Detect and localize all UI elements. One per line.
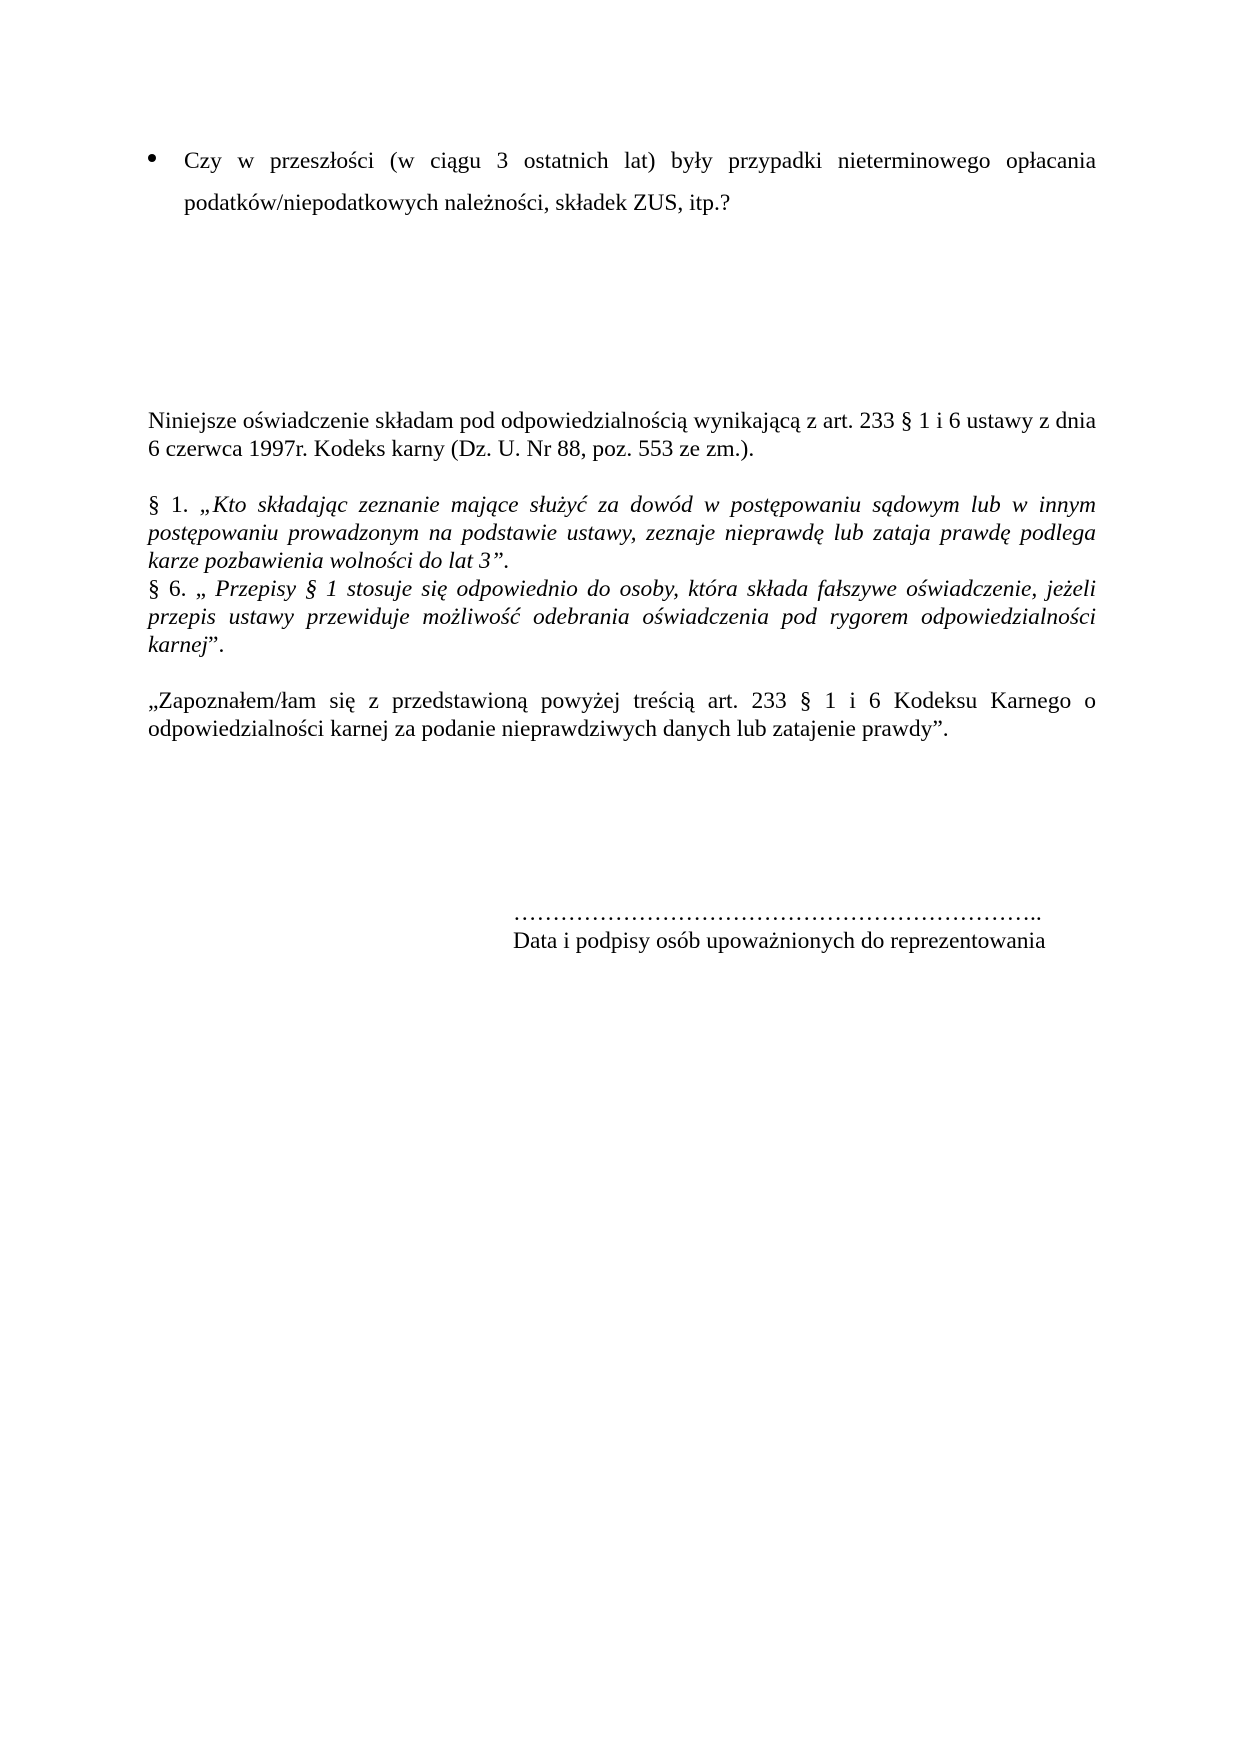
declaration-intro: Niniejsze oświadczenie składam pod odpowiedzialnością wynikającą z art. 233 § 1 i 6 ustawy z dnia 6 czerwca 1997r. Kodeks karny (Dz. U. Nr 88, poz. 553 ze zm.). (148, 408, 1096, 462)
paragraph-spacer (148, 659, 1096, 687)
question-text: Czy w przeszłości (w ciągu 3 ostatnich lat) były przypadki nieterminowego opłacania podatków/niepodatkowych należności, składek ZUS, itp.? (184, 148, 1096, 216)
section-1-prefix: § 1. (148, 492, 200, 518)
section-1-text: „Kto składając zeznanie mające służyć za dowód w postępowaniu sądowym lub w innym postępowaniu prowadzonym na podstawie ustawy, zeznaje nieprawdę lub zataja prawdę podlega karze pozbawienia wolności do lat 3”. (148, 492, 1097, 574)
paragraph-spacer (148, 463, 1096, 491)
signature-line: ………………………………………………………….. (513, 900, 1042, 926)
acknowledgement-paragraph: „Zapoznałem/łam się z przedstawioną powyżej treścią art. 233 § 1 i 6 Kodeksu Karnego o odpowiedzialności karnej za podanie nieprawdziwych danych lub zatajenie prawdy”. (148, 688, 1096, 742)
section-6-suffix: ”. (208, 632, 225, 658)
question-bullet-item (148, 140, 1096, 224)
declaration-section (148, 407, 1096, 743)
section-1-paragraph (148, 491, 1096, 575)
signature-label: Data i podpisy osób upoważnionych do reprezentowania (513, 928, 1046, 954)
bullet-icon (148, 154, 156, 162)
section-6-text: Przepisy § 1 stosuje się odpowiednio do osoby, która składa fałszywe oświadczenie, jeżeli przepis ustawy przewiduje możliwość odebrania oświadczenia pod rygorem odpowiedzialności karnej (148, 576, 1096, 658)
section-6-prefix: § 6. „ (148, 576, 216, 602)
section-6-paragraph (148, 575, 1096, 659)
signature-block (513, 899, 1113, 955)
